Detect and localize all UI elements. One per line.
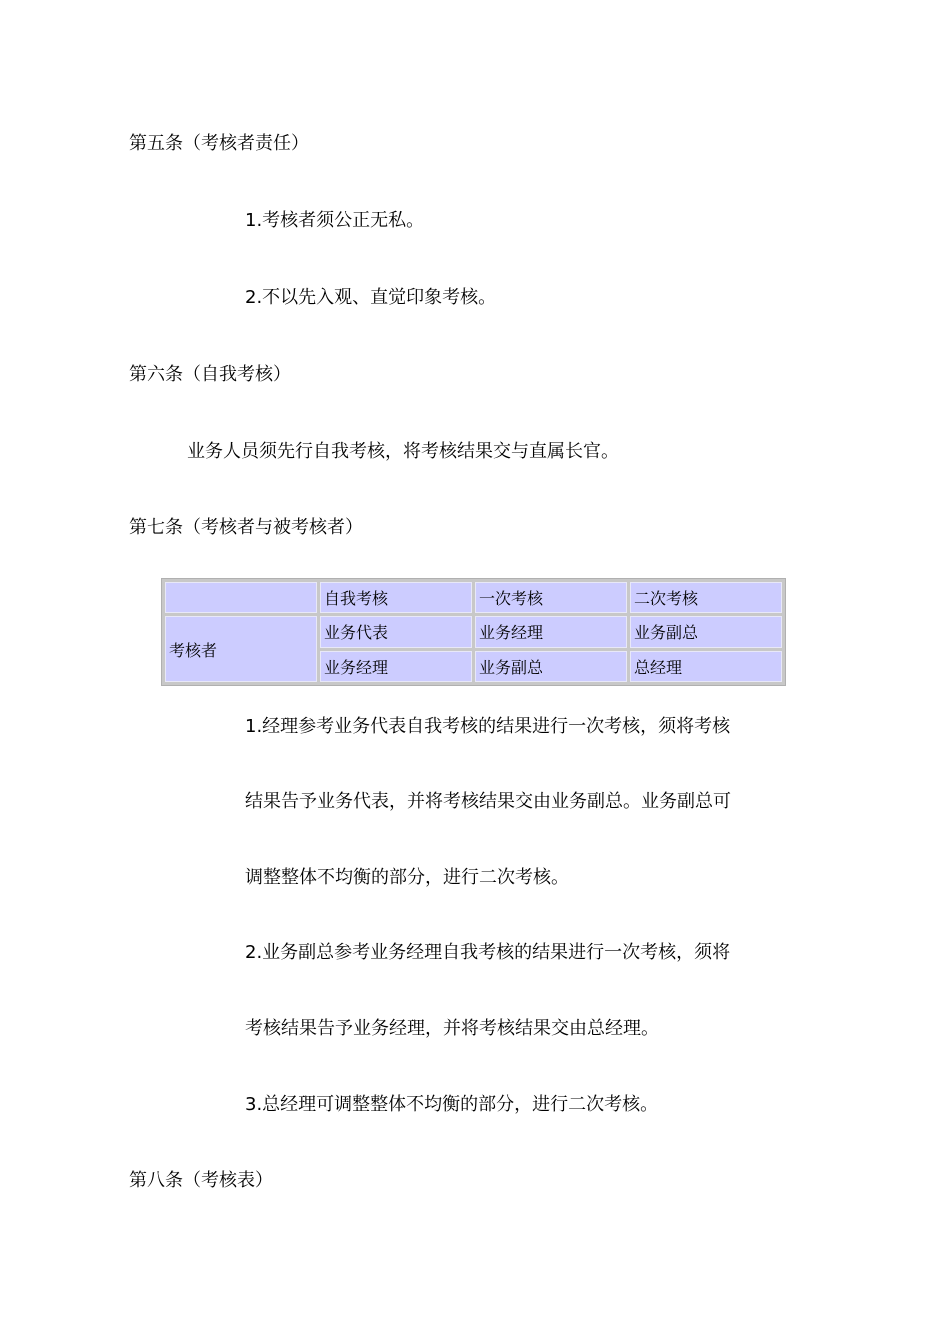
article-7-line-5: 考核结果告予业务经理，并将考核结果交由总经理。 (245, 1018, 659, 1039)
assessor-table (161, 578, 786, 686)
table-cell (165, 582, 317, 613)
article-7-line-2: 结果告予业务代表，并将考核结果交由业务副总。业务副总可 (245, 791, 731, 812)
article-7-line-3: 调整整体不均衡的部分，进行二次考核。 (245, 867, 569, 888)
article-7-line-1: 1.经理参考业务代表自我考核的结果进行一次考核，须将考核 (245, 716, 731, 737)
article-7-line-4: 2.业务副总参考业务经理自我考核的结果进行一次考核，须将 (245, 942, 731, 963)
table-cell: 业务经理 (475, 616, 627, 647)
table-header-cell: 一次考核 (475, 582, 627, 613)
row-label-cell: 考核者 (165, 616, 317, 682)
table-cell: 总经理 (630, 651, 782, 682)
table-header-cell: 二次考核 (630, 582, 782, 613)
table-cell: 业务副总 (475, 651, 627, 682)
article-7-line-6: 3.总经理可调整整体不均衡的部分，进行二次考核。 (245, 1094, 659, 1115)
table-cell: 业务代表 (320, 616, 472, 647)
table-row (165, 616, 782, 647)
article-5-item-2: 2.不以先入观、直觉印象考核。 (245, 287, 497, 308)
article-8-heading: 第八条（考核表） (129, 1170, 273, 1191)
table-header-cell: 自我考核 (320, 582, 472, 613)
table-cell: 业务副总 (630, 616, 782, 647)
article-6-heading: 第六条（自我考核） (129, 364, 291, 385)
article-5-item-1: 1.考核者须公正无私。 (245, 210, 425, 231)
article-6-body: 业务人员须先行自我考核，将考核结果交与直属长官。 (187, 441, 619, 462)
table-row (165, 582, 782, 613)
article-5-heading: 第五条（考核者责任） (129, 133, 309, 154)
table-cell: 业务经理 (320, 651, 472, 682)
article-7-heading: 第七条（考核者与被考核者） (129, 517, 363, 538)
